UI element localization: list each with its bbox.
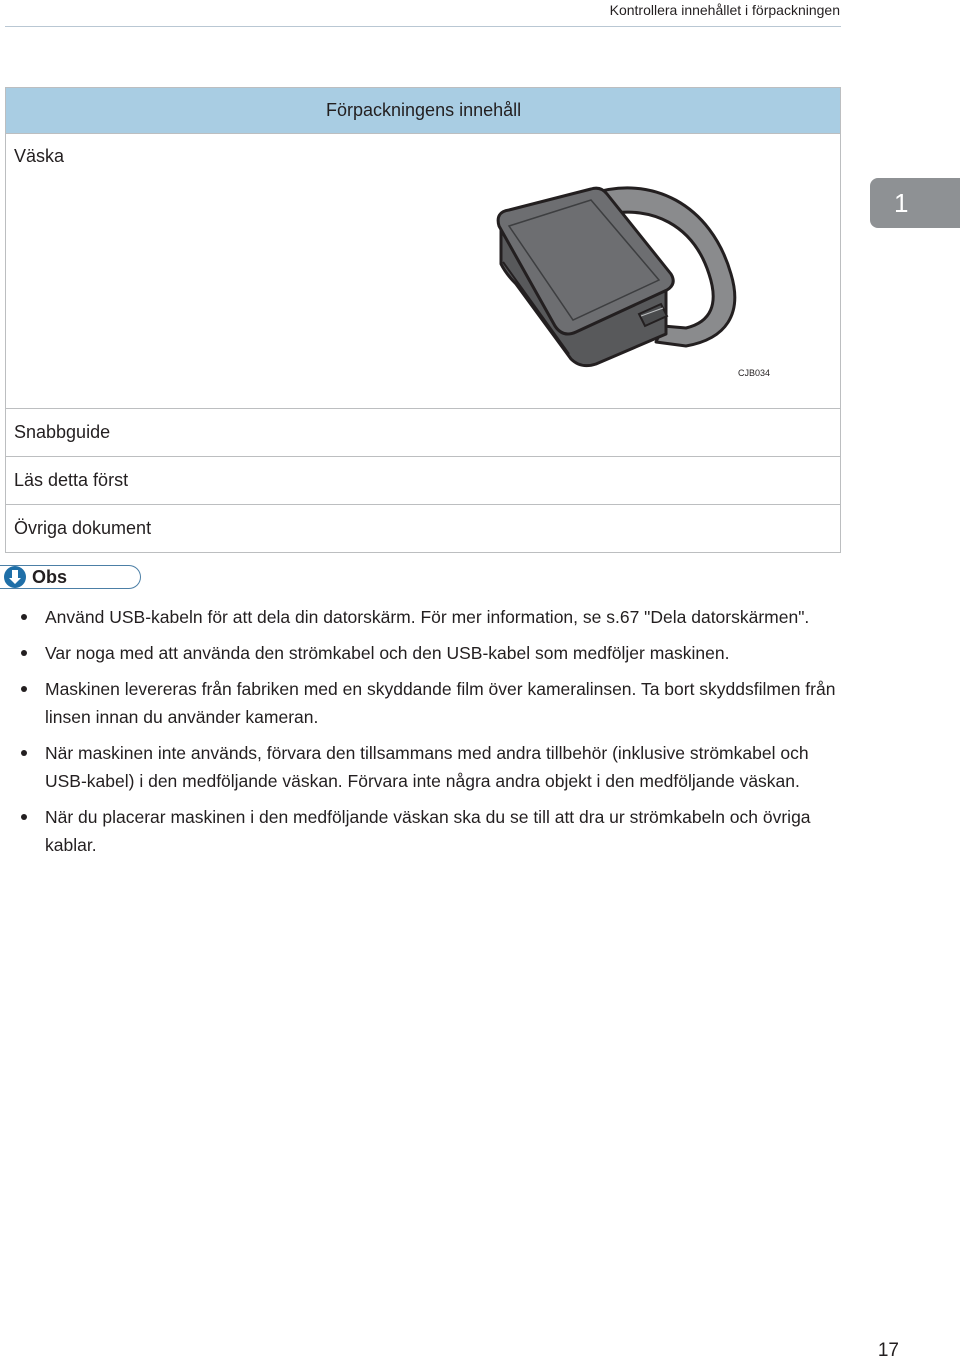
chapter-tab	[870, 178, 960, 228]
row-label-quick-guide: Snabbguide	[6, 409, 841, 457]
arrow-down-icon	[4, 566, 26, 588]
running-header: Kontrollera innehållet i förpackningen	[609, 2, 840, 18]
table-cell	[6, 134, 841, 409]
table-row	[6, 457, 841, 505]
chapter-number: 1	[894, 187, 909, 218]
note-list	[17, 603, 847, 867]
note-heading	[0, 565, 141, 589]
list-item: Maskinen levereras från fabriken med en skyddande film över kameralinsen. Ta bort skyddsfilmen från linsen innan du använder kameran.	[17, 675, 847, 731]
list-item: Var noga med att använda den strömkabel och den USB-kabel som medföljer maskinen.	[17, 639, 847, 667]
figure-code: CJB034	[738, 368, 771, 378]
page-number: 17	[877, 1340, 899, 1361]
table-row	[6, 505, 841, 553]
list-item: Använd USB-kabeln för att dela din datorskärm. För mer information, se s.67 "Dela datorskärmen".	[17, 603, 847, 631]
table-row	[6, 134, 841, 409]
table-row	[6, 409, 841, 457]
table-heading: Förpackningens innehåll	[6, 88, 841, 134]
row-label-read-first: Läs detta först	[6, 457, 841, 505]
header-rule	[5, 26, 841, 27]
row-label-other-documents: Övriga dokument	[6, 505, 841, 553]
note-title: Obs	[32, 566, 68, 587]
list-item: När maskinen inte används, förvara den tillsammans med andra tillbehör (inklusive strömkabel och USB-kabel) i den medföljande väskan. Förvara inte några andra objekt i den medföljande väskan.	[17, 739, 847, 795]
bag-illustration	[481, 164, 781, 394]
package-contents-table	[5, 87, 841, 553]
list-item: När du placerar maskinen i den medföljande väskan ska du se till att dra ur strömkabeln och övriga kablar.	[17, 803, 847, 859]
row-label-bag: Väska	[14, 146, 65, 166]
